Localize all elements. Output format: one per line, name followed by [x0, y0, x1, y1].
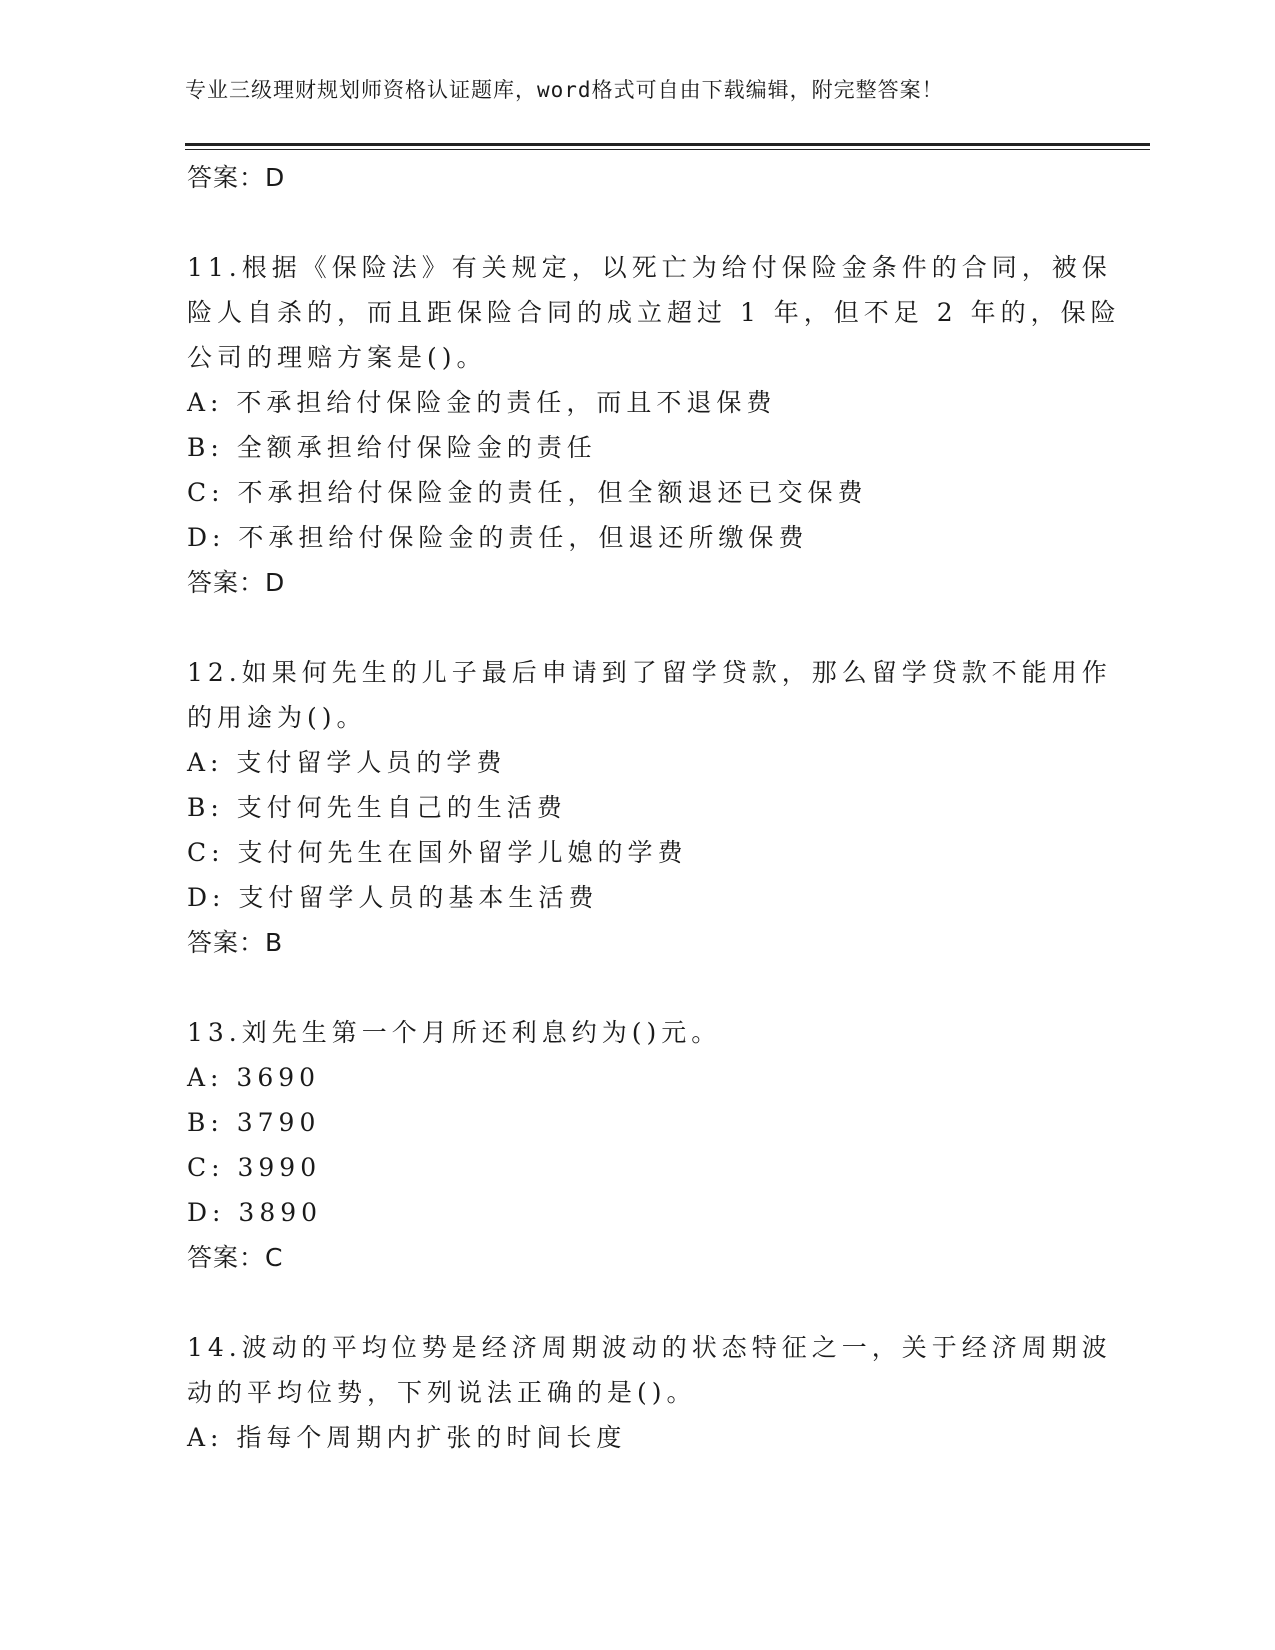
- header-divider: [185, 143, 1150, 146]
- answer-line: 答案：D: [187, 163, 286, 192]
- answer-line: 答案：D: [187, 568, 286, 597]
- question-text-line: 的用途为()。: [187, 703, 367, 732]
- option-a: A: 指每个周期内扩张的时间长度: [187, 1423, 627, 1452]
- answer-line: 答案：C: [187, 1243, 284, 1272]
- option-b: B: 支付何先生自己的生活费: [187, 793, 567, 822]
- document-body: [187, 155, 1121, 1460]
- question-12: [187, 650, 1112, 965]
- option-d: D: 不承担给付保险金的责任，但退还所缴保费: [187, 523, 809, 552]
- question-11: [187, 245, 1121, 605]
- option-c: C: 3990: [187, 1153, 322, 1182]
- option-a: A: 3690: [187, 1063, 321, 1092]
- option-b: B: 3790: [187, 1108, 321, 1137]
- question-text-line: 14.波动的平均位势是经济周期波动的状态特征之一，关于经济周期波: [187, 1333, 1112, 1362]
- option-a: A: 不承担给付保险金的责任，而且不退保费: [187, 388, 777, 417]
- option-b: B: 全额承担给付保险金的责任: [187, 433, 597, 462]
- question-text-line: 11.根据《保险法》有关规定，以死亡为给付保险金条件的合同，被保: [187, 253, 1112, 282]
- option-a: A: 支付留学人员的学费: [187, 748, 507, 777]
- option-d: D: 支付留学人员的基本生活费: [187, 883, 599, 912]
- option-c: C: 支付何先生在国外留学儿媳的学费: [187, 838, 688, 867]
- question-text-line: 13.刘先生第一个月所还利息约为()元。: [187, 1018, 722, 1047]
- question-text-line: 动的平均位势，下列说法正确的是()。: [187, 1378, 697, 1407]
- question-14: [187, 1325, 1112, 1460]
- question-text-line: 公司的理赔方案是()。: [187, 343, 487, 372]
- question-text-line: 险人自杀的，而且距保险合同的成立超过 1 年，但不足 2 年的，保险: [187, 298, 1121, 327]
- option-c: C: 不承担给付保险金的责任，但全额退还已交保费: [187, 478, 868, 507]
- answer-line: 答案：B: [187, 928, 284, 957]
- page-header: 专业三级理财规划师资格认证题库，word格式可自由下载编辑，附完整答案！: [185, 78, 944, 102]
- question-text-line: 12.如果何先生的儿子最后申请到了留学贷款，那么留学贷款不能用作: [187, 658, 1112, 687]
- question-13: [187, 1010, 1087, 1280]
- option-d: D: 3890: [187, 1198, 323, 1227]
